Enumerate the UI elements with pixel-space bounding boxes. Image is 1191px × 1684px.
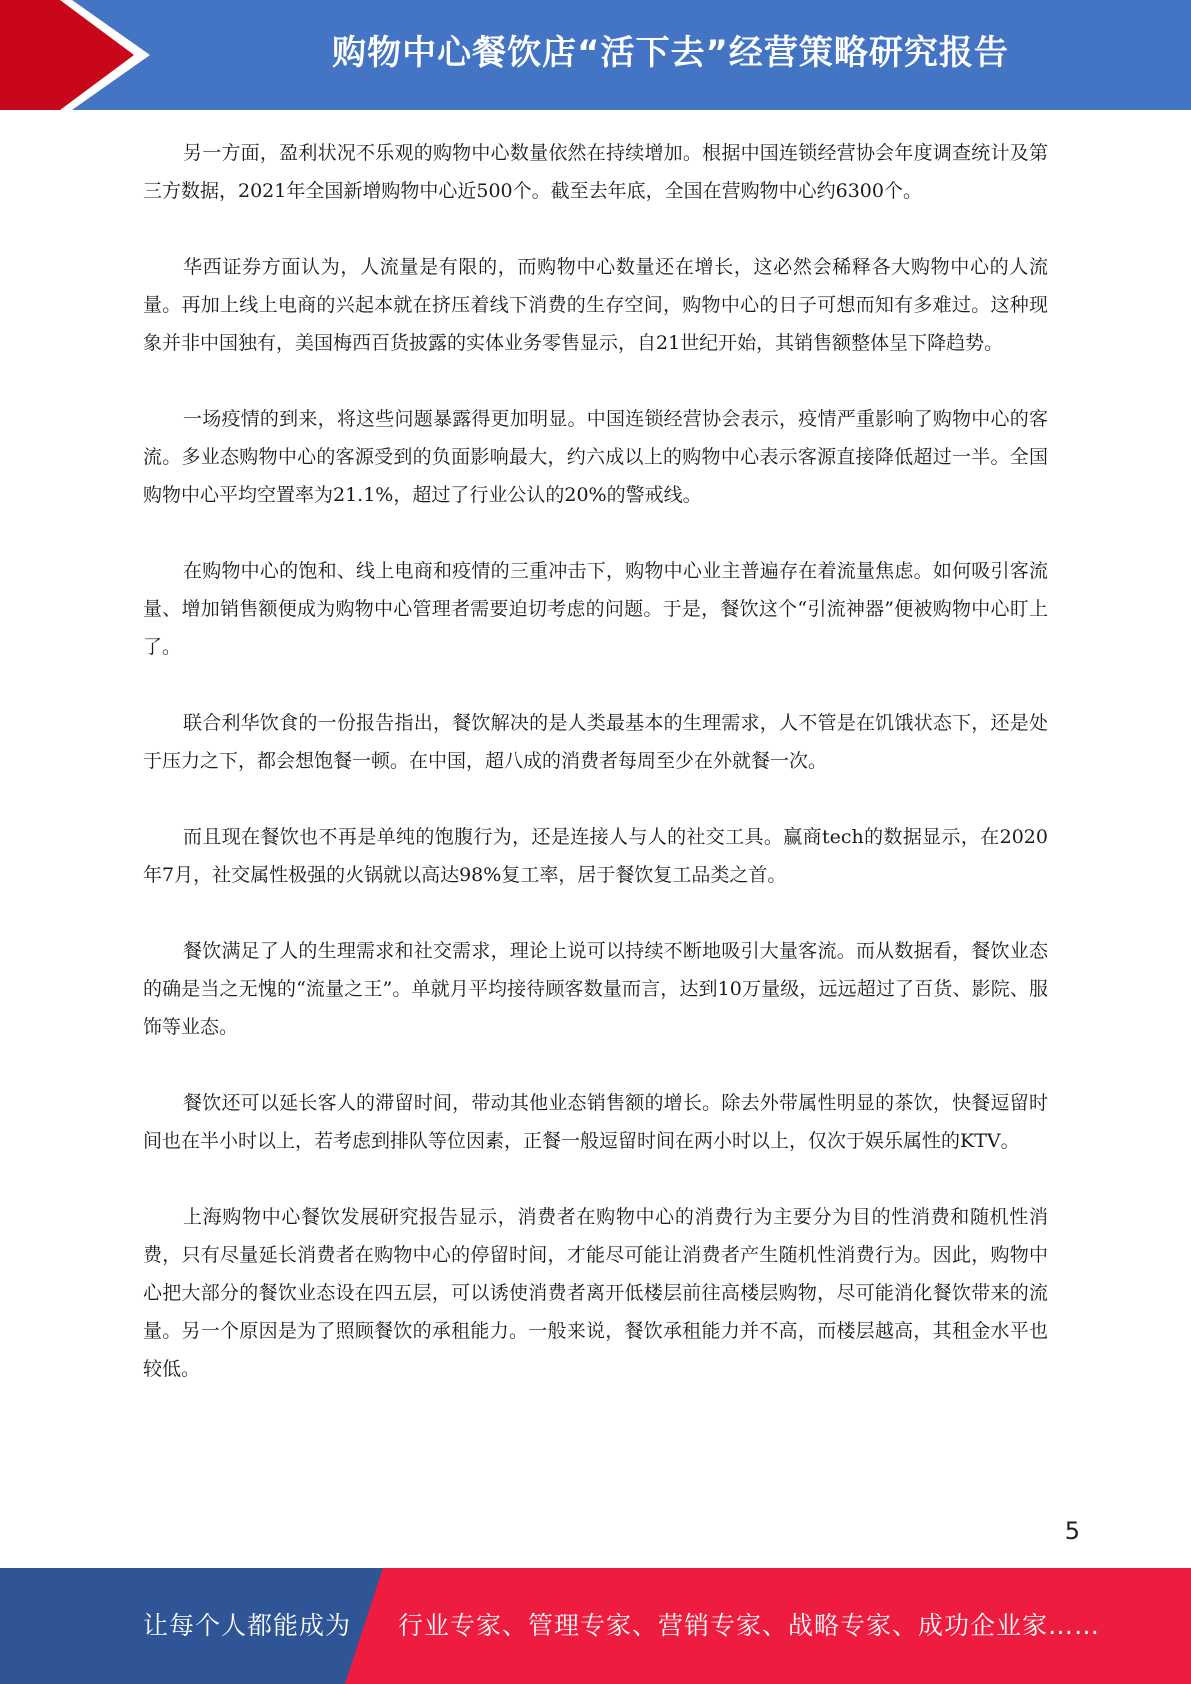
footer-slogan-left: 让每个人都能成为: [143, 1611, 352, 1640]
paragraph: 另一方面，盈利状况不乐观的购物中心数量依然在持续增加。根据中国连锁经营协会年度调查统计及第三方数据，2021年全国新增购物中心近500个。截至去年底，全国在营购物中心约6300个。: [143, 142, 1048, 202]
paragraph: 联合利华饮食的一份报告指出，餐饮解决的是人类最基本的生理需求，人不管是在饥饿状态下，还是处于压力之下，都会想饱餐一顿。在中国，超八成的消费者每周至少在外就餐一次。: [143, 712, 1048, 772]
footer-banner: [0, 1568, 1191, 1684]
article-body: [143, 134, 1048, 1426]
paragraph: 一场疫情的到来，将这些问题暴露得更加明显。中国连锁经营协会表示，疫情严重影响了购物中心的客流。多业态购物中心的客源受到的负面影响最大，约六成以上的购物中心表示客源直接降低超过一半。全国购物中心平均空置率为21.1%，超过了行业公认的20%的警戒线。: [143, 408, 1048, 506]
footer-slogan-right: 行业专家、管理专家、营销专家、战略专家、成功企业家……: [398, 1611, 1101, 1640]
paragraph: 华西证券方面认为，人流量是有限的，而购物中心数量还在增长，这必然会稀释各大购物中心的人流量。再加上线上电商的兴起本就在挤压着线下消费的生存空间，购物中心的日子可想而知有多难过。这种现象并非中国独有，美国梅西百货披露的实体业务零售显示，自21世纪开始，其销售额整体呈下降趋势。: [143, 256, 1048, 354]
paragraph: 餐饮还可以延长客人的滞留时间，带动其他业态销售额的增长。除去外带属性明显的茶饮，快餐逗留时间也在半小时以上，若考虑到排队等位因素，正餐一般逗留时间在两小时以上，仅次于娱乐属性的KTV。: [143, 1092, 1048, 1152]
paragraph: 餐饮满足了人的生理需求和社交需求，理论上说可以持续不断地吸引大量客流。而从数据看，餐饮业态的确是当之无愧的“流量之王”。单就月平均接待顾客数量而言，达到10万量级，远远超过了百货、影院、服饰等业态。: [143, 940, 1048, 1038]
paragraph: 而且现在餐饮也不再是单纯的饱腹行为，还是连接人与人的社交工具。赢商tech的数据显示，在2020年7月，社交属性极强的火锅就以高达98%复工率，居于餐饮复工品类之首。: [143, 826, 1048, 886]
chevron-arrow-icon: [0, 0, 160, 110]
paragraph: 上海购物中心餐饮发展研究报告显示，消费者在购物中心的消费行为主要分为目的性消费和随机性消费，只有尽量延长消费者在购物中心的停留时间，才能尽可能让消费者产生随机性消费行为。因此，购物中心把大部分的餐饮业态设在四五层，可以诱使消费者离开低楼层前往高楼层购物，尽可能消化餐饮带来的流量。另一个原因是为了照顾餐饮的承租能力。一般来说，餐饮承租能力并不高，而楼层越高，其租金水平也较低。: [143, 1206, 1048, 1380]
paragraph: 在购物中心的饱和、线上电商和疫情的三重冲击下，购物中心业主普遍存在着流量焦虑。如何吸引客流量、增加销售额便成为购物中心管理者需要迫切考虑的问题。于是，餐饮这个“引流神器”便被购物中心盯上了。: [143, 560, 1048, 658]
page-number: 5: [1064, 1517, 1080, 1545]
page-title: 购物中心餐饮店“活下去”经营策略研究报告: [332, 33, 1009, 73]
header-banner: [0, 0, 1191, 110]
